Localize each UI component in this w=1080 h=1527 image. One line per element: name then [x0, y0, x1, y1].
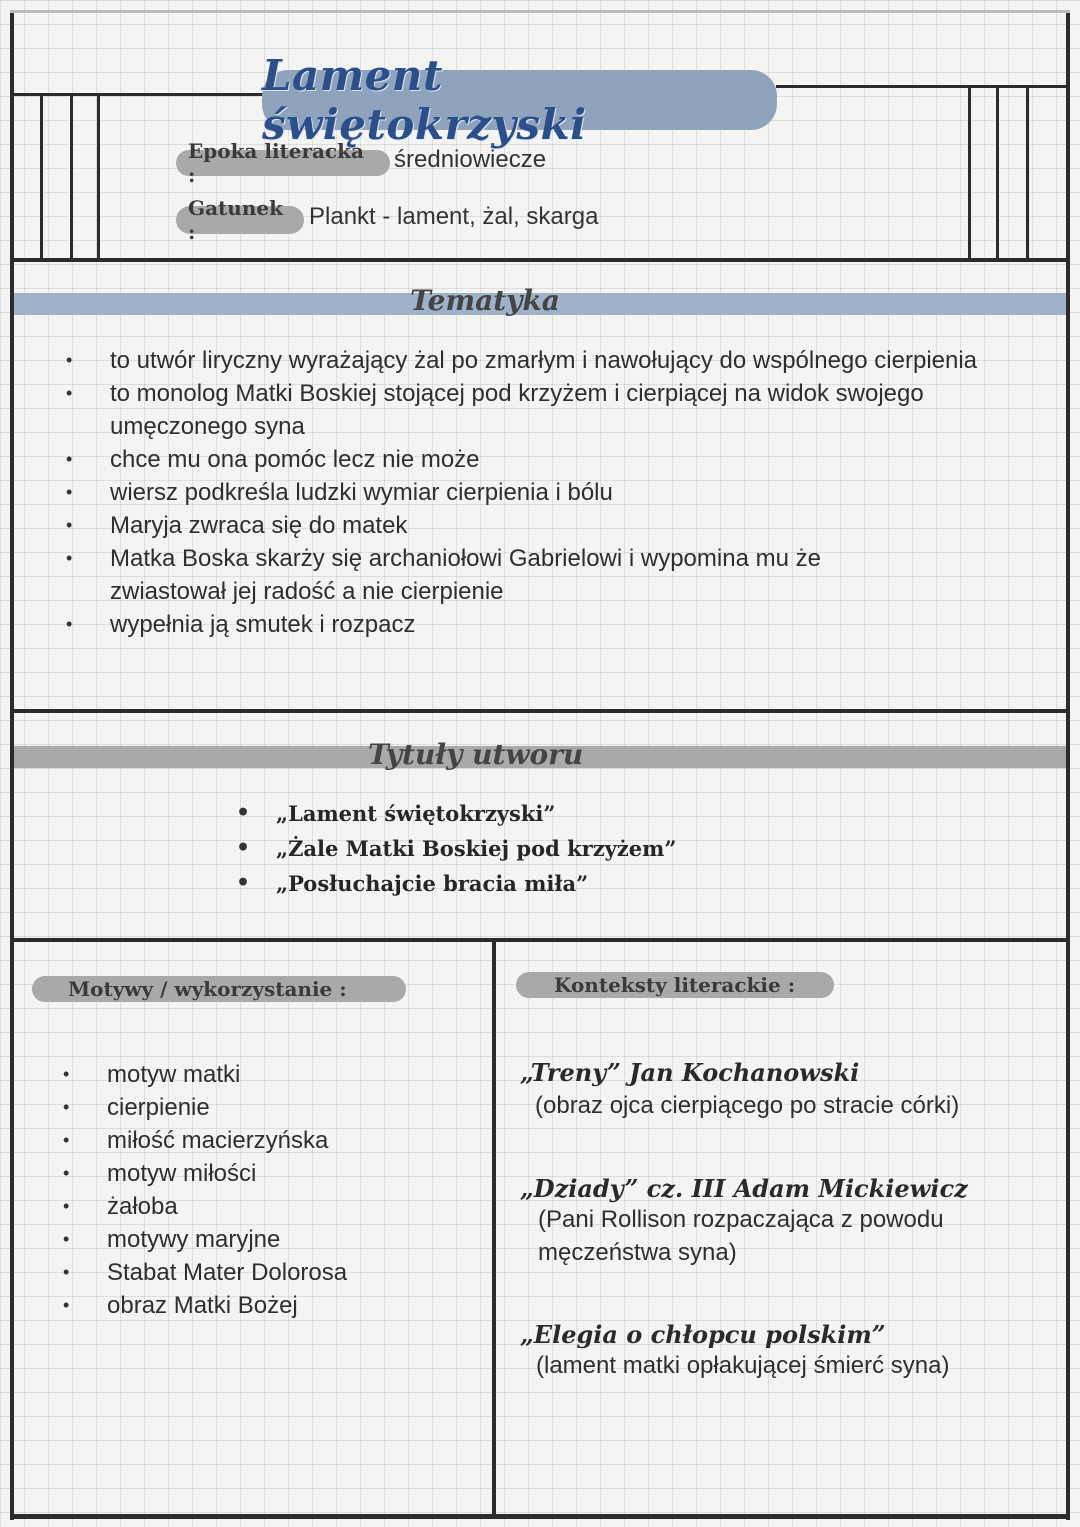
- tematyka-heading: Tematyka: [410, 284, 560, 317]
- kontekst-desc: (lament matki opłakującej śmierć syna): [536, 1352, 950, 1379]
- page-title: [262, 51, 777, 149]
- page-title-text: Lament świętokrzyski: [262, 51, 587, 149]
- epoka-value: średniowiecze: [394, 146, 547, 173]
- tematyka-item: • to monolog Matki Boskiej stojącej pod krzyżem i cierpiącej na widok swojego umęczonego syna: [110, 377, 940, 443]
- motyw-item: • żałoba: [107, 1190, 487, 1223]
- gatunek-label: Gatunek :: [176, 206, 304, 234]
- header-stripe-r3: [1026, 85, 1029, 260]
- kontekst-desc: (Pani Rollison rozpaczająca z powodu męczeństwa syna): [538, 1206, 944, 1266]
- tematyka-item: • chce mu ona pomóc lecz nie może: [110, 443, 1010, 476]
- tematyka-item: • Maryja zwraca się do matek: [110, 509, 1010, 542]
- header-stripe-r2: [996, 85, 999, 260]
- tematyka-bottom-line: [10, 709, 1070, 713]
- kontekst-title: „Dziady” cz. III Adam Mickiewicz: [520, 1174, 968, 1203]
- tytuly-list: [276, 796, 876, 901]
- tytuly-heading: Tytuły utworu: [368, 738, 584, 771]
- motyw-item: • motyw matki: [107, 1058, 487, 1091]
- column-divider: [492, 940, 496, 1516]
- header-stripe-l2: [70, 93, 73, 260]
- frame-bottom: [10, 1514, 1070, 1519]
- tematyka-list: [110, 344, 1010, 641]
- motywy-list: [107, 1058, 487, 1322]
- kontekst-title: „Elegia o chłopcu polskim”: [520, 1320, 886, 1349]
- motyw-item: • motyw miłości: [107, 1157, 487, 1190]
- tematyka-item: • wypełnia ją smutek i rozpacz: [110, 608, 1010, 641]
- epoka-label: Epoka literacka :: [176, 150, 390, 176]
- header-top-line-right: [776, 85, 1066, 88]
- tematyka-item: • to utwór liryczny wyrażający żal po zmarłym i nawołujący do wspólnego cierpienia: [110, 344, 1010, 377]
- header-top-line-left: [14, 93, 264, 96]
- frame-top: [10, 10, 1070, 13]
- header-stripe-r1: [968, 85, 971, 260]
- header-stripe-l3: [97, 93, 100, 260]
- gatunek-value: Plankt - lament, żal, skarga: [309, 203, 599, 230]
- konteksty-heading: Konteksty literackie :: [516, 972, 834, 998]
- motyw-item: • motywy maryjne: [107, 1223, 487, 1256]
- frame-right: [1066, 10, 1070, 1520]
- header-bottom-line: [14, 258, 1066, 262]
- tytul-item: • „Lament świętokrzyski”: [276, 796, 876, 831]
- header-stripe-l1: [40, 93, 43, 260]
- tematyka-item: • Matka Boska skarży się archaniołowi Gabrielowi i wypomina mu że zwiastował jej radość a nie cierpienie: [110, 542, 930, 608]
- motyw-item: • cierpienie: [107, 1091, 487, 1124]
- motywy-heading: Motywy / wykorzystanie :: [32, 976, 406, 1002]
- motyw-item: • Stabat Mater Dolorosa: [107, 1256, 487, 1289]
- kontekst-desc: (obraz ojca cierpiącego po stracie córki): [535, 1092, 960, 1119]
- motyw-item: • obraz Matki Bożej: [107, 1289, 487, 1322]
- tytuly-bottom-line: [10, 938, 1070, 942]
- motyw-item: • miłość macierzyńska: [107, 1124, 487, 1157]
- tytul-item: • „Żale Matki Boskiej pod krzyżem”: [276, 831, 876, 866]
- tytul-item: • „Posłuchajcie bracia miła”: [276, 866, 876, 901]
- tematyka-item: • wiersz podkreśla ludzki wymiar cierpienia i bólu: [110, 476, 1010, 509]
- kontekst-title: „Treny” Jan Kochanowski: [520, 1058, 860, 1087]
